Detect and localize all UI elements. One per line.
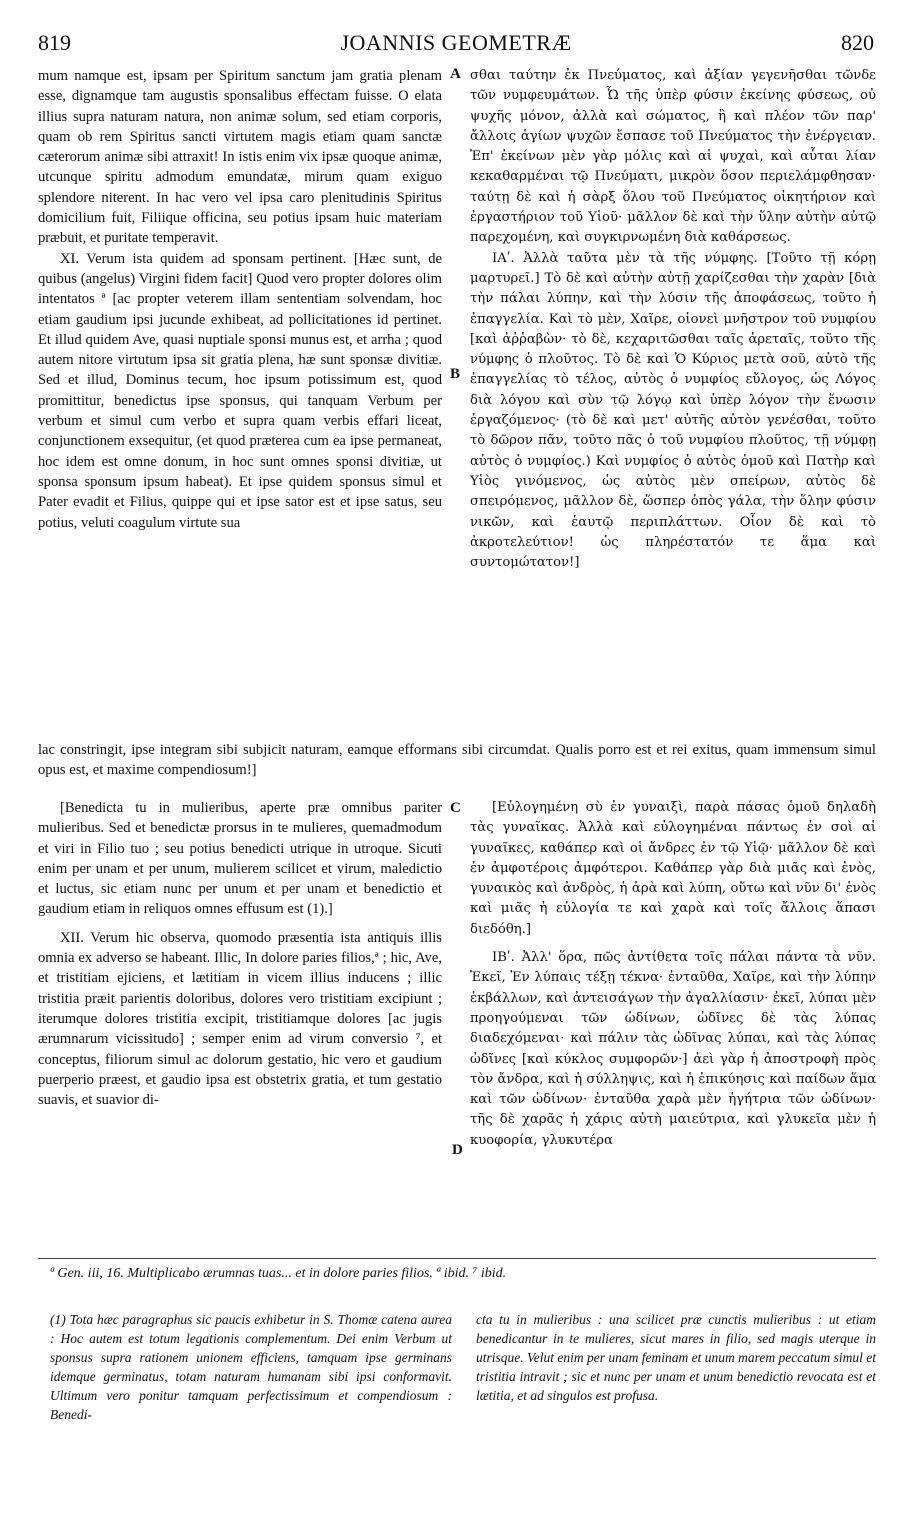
- latin-column-upper: [38, 66, 442, 533]
- margin-mark-c: C: [450, 800, 461, 816]
- latin-fullwidth-lines: lac constringit, ipse integram sibi subjicit naturam, eamque efformans sibi circumdat. Qualis porro est et rei exitus, quam immensum simul opus est, et maxime compendiosum!]: [38, 742, 876, 779]
- page-number-right: 820: [841, 30, 874, 55]
- greek-paragraph-ia: ΙΑʹ. Ἀλλὰ ταῦτα μὲν τὰ τῆς νύμφης. [Τοῦτο τῇ κόρῃ μαρτυρεῖ.] Τὸ δὲ καὶ αὐτὴν αὐτῇ χαρίζεσθαι τὴν χαρὰν [διὰ τὴν πάλαι λύπην, καὶ τὴν λύσιν τῆς ἀποφάσεως, τοῦτο ἡ ἐπαγγελία. Καὶ τὸ μὲν, Χαῖρε, οἱονεὶ μνῆστρον τοῦ νυμφίου [καὶ ἀῤῥαβὼν· τὸ δὲ, κεχαριτῶσθαι ταῖς ἀρεταῖς, τοῦτο τῆς νύμφης ὁ πλοῦτος. Τὸ δὲ καὶ Ὁ Κύριος μετὰ σοῦ, αὐτὸ τῆς ἐπαγγελίας τὸ τέλος, αὐτὸς ὁ νυμφίος εὔλογος, ὡς Λόγος διὰ λόγου καὶ σὺν τῷ λόγῳ καὶ ὑπὲρ λόγον τὴν ἕνωσιν ἐργαζόμενος· (τὸ δὲ καὶ μετ' αὐτῆς αὐτὸν γενέσθαι, τοῦτο τὸ δῶρον πᾶν, τοῦτο πᾶς ὁ τοῦ νυμφίου πλοῦτος, τῇ νύμφῃ αὐτὸς ὁ νυμφίος.) Καὶ νυμφίος ὁ αὐτὸς ὁμοῦ καὶ Πατὴρ καὶ Υἱὸς γινόμενος, ὡς αὐτὸς μὲν σπείρων, αὐτὸς δὲ σπειρόμενος, μᾶλλον δὲ, ὥσπερ ὀπὸς γάλα, τὴν ὅλην φύσιν νικῶν, καὶ ἑαυτῷ περιπλάττων. Οἷον δὲ καὶ τὸ ἀκροτελεύτιον! ὡς πληρέστατόν τε ἅμα καὶ συντομώτατον!]: [470, 250, 876, 571]
- latin-paragraph: mum namque est, ipsam per Spiritum sanctum jam gratia plenam esse, dignamque tam augustis sponsalibus effectam fuisse. O elata illius supra naturam natura, non animæ solum, sed etiam corporis, quam ob rem Spiritus sancti virtutem magis etiam quam sanctæ cæterorum animæ sibi attraxit! In istis enim vix ipsæ quoque animæ, utcunque spiritu admodum emundatæ, mirum quam exiguo splendore niterent. In hac vero vel ipsa caro plenitudinis Spiritus domicilium fuit, Filiique officina, seu potius ipsam huic materiam præbuit, et puritate temperavit.: [38, 68, 442, 247]
- greek-paragraph-ib: ΙΒʹ. Ἀλλ' ὅρα, πῶς ἀντίθετα τοῖς πάλαι πάντα τὰ νῦν. Ἐκεῖ, Ἐν λύπαις τέξῃ τέκνα· ἐνταῦθα, Χαῖρε, καὶ τὴν λύπην ἐκβάλλων, καὶ ἀντεισάγων τὴν ἀγαλλίασιν· ἐκεῖ, λύπαι μὲν προηγούμεναι τῶν ὠδίνων, ὠδῖνες δὲ τὰς λύπας διαδεχόμεναι· καὶ πάλιν τὰς ὠδῖνας λύπαι, καὶ τὰς λύπας ὠδῖνες [καὶ κύκλος συμφορῶν·] ἀεὶ γὰρ ἡ ἀποστροφὴ πρὸς τὸν ἄνδρα, καὶ ἡ σύλληψις, καὶ ἡ ἐπικύησις καὶ παίδων ἅμα καὶ τῶν ὠδίνων· ἐνταῦθα χαρὰ μὲν ἡγήτρια τῶν ὠδίνων· τῆς δὲ χαρᾶς ἡ χάρις αὐτὴ μαιεύτρια, καὶ γλυκεῖα μὲν ἡ κυοφορία, γλυκυτέρα: [470, 950, 876, 1148]
- running-header: [38, 30, 874, 64]
- margin-mark-d: D: [452, 1142, 463, 1158]
- latin-paragraph: [Benedicta tu in mulieribus, aperte præ omnibus pariter mulieribus. Sed et benedictæ prorsus in te mulieres, quemadmodum et viri in Filio tuo ; seu potius benedicti utrique in utroque. Sicuti enim per unam et per unum, mulierem scilicet et virum, maledictio et luctus, sic etiam nunc per unum et per unam et benedictio et gaudium etiam in reliquos omnes effusum est (1).]: [38, 800, 442, 918]
- greek-paragraph: [Εὐλογημένη σὺ ἐν γυναιξὶ, παρὰ πάσας ὁμοῦ δηλαδὴ τὰς γυναῖκας. Ἀλλὰ καὶ εὐλογημέναι πάντως ἐν σοὶ αἱ γυναῖκες, καθάπερ καὶ οἱ ἄνδρες ἐν τῷ Υἱῷ· μᾶλλον δὲ καὶ ἐν ἀμφοτέροις ἀμφότεροι. Καθάπερ γὰρ διὰ μιᾶς καὶ ἑνὸς, γυναικὸς καὶ ἀνδρὸς, ἡ ἀρὰ καὶ λύπη, οὕτω καὶ νῦν δι' ἑνὸς καὶ μιᾶς ἡ εὐλογία τε καὶ χαρὰ καὶ τοῖς ἄλλοις ἅπασι διεδόθη.]: [470, 800, 876, 937]
- latin-paragraph-xi: XI. Verum ista quidem ad sponsam pertinent. [Hæc sunt, de quibus (angelus) Virgini fidem facit] Quod vero propter dolores olim intentatos ª [ac propter veterem illam sententiam solvendam, hoc etiam gaudium ipsi jucunde exhibeat, ad pollicitationes id pertinet. Et illud quidem Ave, quasi nuptiale sponsi munus est, et arrha ; quod autem nitore virtutum ipsa sit gratia plena, hæ sunt sponsæ divitiæ. Sed et illud, Dominus tecum, hoc ipsum potissimum est, quod promittitur, benedictus ipse sponsus, qui tanquam Verbum per verbum et simul cum verbo et supra quam verbis effari liceat, conjunctionem exsequitur, (et quod præterea cum ea ipse permaneat, hoc idem est omne donum, in hoc sunt omnes sponsi divitiæ, ut sponsa sponsum ipsum habeat). Et ipse quidem sponsus simul et Pater evadit et Filius, quippe qui et ipse sator est et ipse satus, seu potius, veluti coagulum virtute sua: [38, 250, 442, 531]
- footnote-divider: [38, 1258, 876, 1259]
- footnote-left: (1) Tota hæc paragraphus sic paucis exhibetur in S. Thomæ catena aurea : Hoc autem est totum legationis complementum. Dei enim Verbum ut sponsus supra rationem unionem efficiens, tamquam ipse germinans idemque germinatus, totam naturam humanam sibi ipsi conformavit. Ultimum vero ponitur tamquam perfectissimum et compendiosum : Benedi-: [50, 1312, 452, 1422]
- margin-mark-a: A: [450, 66, 461, 82]
- running-title: JOANNIS GEOMETRÆ: [340, 30, 572, 55]
- margin-mark-b: B: [450, 366, 461, 382]
- page-number-left: 819: [38, 30, 71, 55]
- greek-column-lower: [470, 798, 876, 1151]
- footnote-right: cta tu in mulieribus : una scilicet præ cunctis mulieribus : ut etiam benedicantur in te mulieres, sicut mares in filio, sed magis uterque in utrisque. Velut enim per unam feminam et unum marem peccatum simul et tristitia intravit ; sic et nunc per unam et unum benedictio revocata est et lætitia, et ad singulos est profusa.: [476, 1312, 876, 1403]
- greek-column-upper: [470, 66, 876, 573]
- latin-column-lower: [38, 798, 442, 1110]
- scripture-footnotes: ª Gen. iii, 16. Multiplicabo ærumnas tuas... et in dolore paries filios. ª ibid. ⁷ ibid.: [50, 1266, 507, 1281]
- latin-paragraph-xii: XII. Verum hic observa, quomodo præsentia ista antiquis illis omnia ex adverso se habeant. Illic, In dolore paries filios,ª ; hic, Ave, et tristitiam ejiciens, et lætitiam in vicem illius inducens ; illic tristitia præit parientis doloribus, dolores vero tristitiam excipiunt ; iterumque dolores tristitia excipit, tristitiamque dolores [ac jugis ærumnarum vicissitudo] ; semper enim ad virum conversio ⁷, et conceptus, filiorum simul ac dolorum gestatio, hic vero et gaudium puerperio præest, et gaudio ipsa est obstetrix gratia, et tum gestatio suavis, et suavior di-: [38, 929, 442, 1109]
- greek-paragraph: σθαι ταύτην ἐκ Πνεύματος, καὶ ἀξίαν γεγενῆσθαι τῶνδε τῶν νυμφευμάτων. Ὦ τῆς ὑπὲρ φύσιν ἐκείνης φύσεως, οὐ ψυχῆς μόνον, ἀλλὰ καὶ σώματος, ἣ καὶ πλέον τῶν παρ' ἄλλοις ἁγίων ψυχῶν ἔσπασε τοῦ Πνεύματος τὴν ἐνέργειαν. Ἐπ' ἐκείνων μὲν γὰρ μόλις καὶ αἱ ψυχαὶ, καὶ αὗται λίαν κεκαθαρμέναι τῷ Πνεύματι, μικρὸν ὅσον περιελάμφθησαν· ταύτῃ δὲ καὶ ἡ σὰρξ ὅλου τοῦ Πνεύματος οἰκητήριον καὶ ἐργαστήριον τοῦ Υἱοῦ· μᾶλλον δὲ καὶ τὴν ὕλην αὐτὴν αὐτῷ παρεχομένη, καὶ συγκιρνωμένη διὰ καθάρσεως.: [470, 68, 876, 246]
